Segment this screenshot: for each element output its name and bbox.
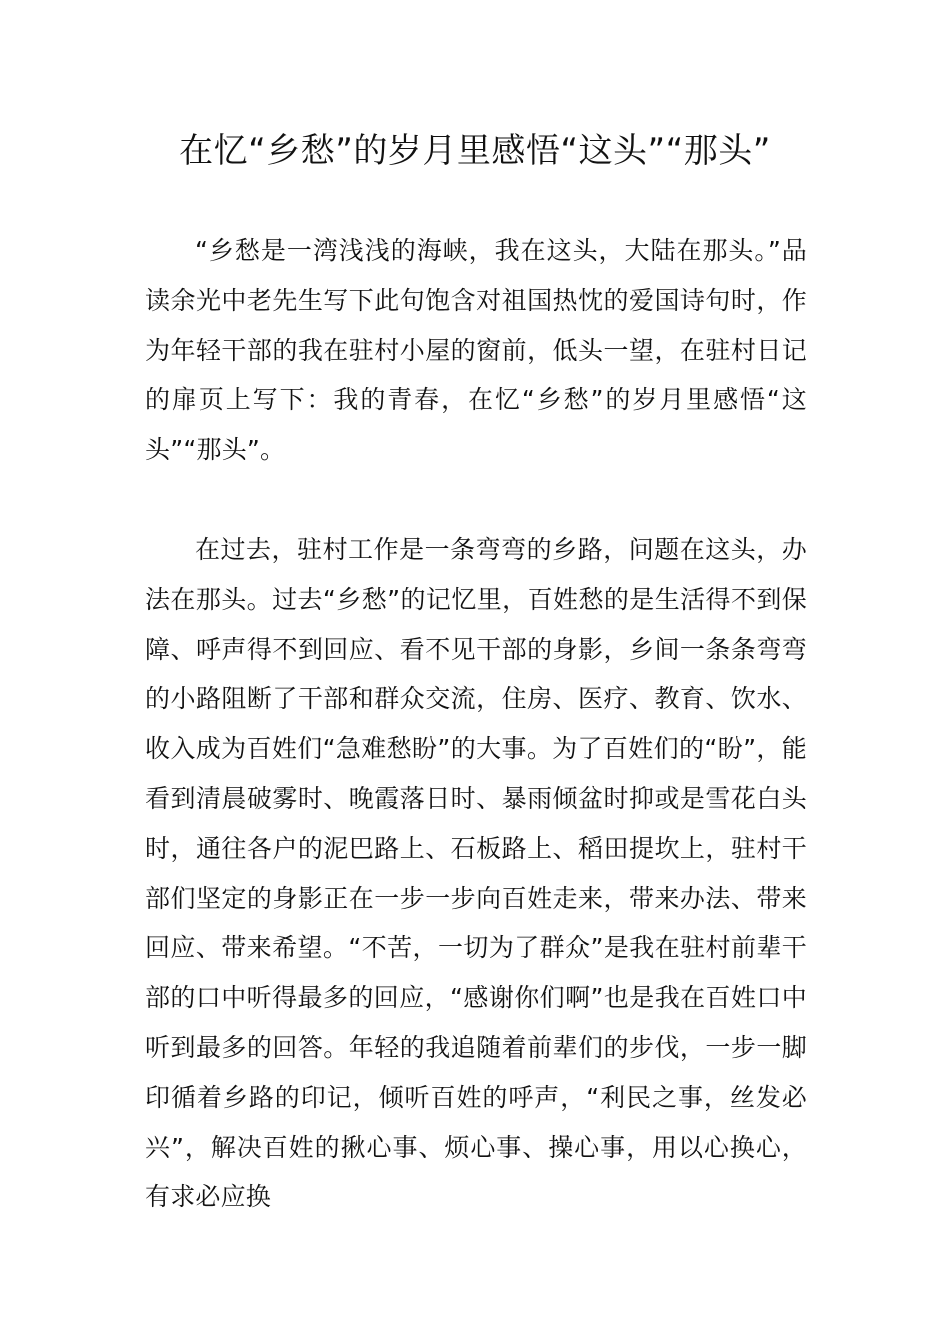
paragraph-intro: “乡愁是一湾浅浅的海峡，我在这头，大陆在那头。”品读余光中老先生写下此句饱含对祖国热忱的爱国诗句时，作为年轻干部的我在驻村小屋的窗前，低头一望，在驻村日记的扉页上写下：我的青春，在忆“乡愁”的岁月里感悟“这头”“那头”。: [145, 236, 807, 465]
document-title: 在忆“乡愁”的岁月里感悟“这头”“那头”: [179, 131, 771, 171]
paragraph-spacer: [145, 475, 807, 525]
paragraph-past: 在过去，驻村工作是一条弯弯的乡路，问题在这头，办法在那头。过去“乡愁”的记忆里，百姓愁的是生活得不到保障、呼声得不到回应、看不见干部的身影，乡间一条条弯弯的小路阻断了干部和群众交流，住房、医疗、教育、饮水、收入成为百姓们“急难愁盼”的大事。为了百姓们的“盼”，能看到清晨破雾时、晚霞落日时、暴雨倾盆时抑或是雪花白头时，通往各户的泥巴路上、石板路上、稻田提坎上，驻村干部们坚定的身影正在一步一步向百姓走来，带来办法、带来回应、带来希望。“不苦，一切为了群众”是我在驻村前辈干部的口中听得最多的回应，“感谢你们啊”也是我在百姓口中听到最多的回答。年轻的我追随着前辈们的步伐，一步一脚印循着乡路的印记，倾听百姓的呼声，“利民之事，丝发必兴”，解决百姓的揪心事、烦心事、操心事，用以心换心，有求必应换: [145, 534, 807, 1212]
document-body: [145, 226, 807, 1222]
